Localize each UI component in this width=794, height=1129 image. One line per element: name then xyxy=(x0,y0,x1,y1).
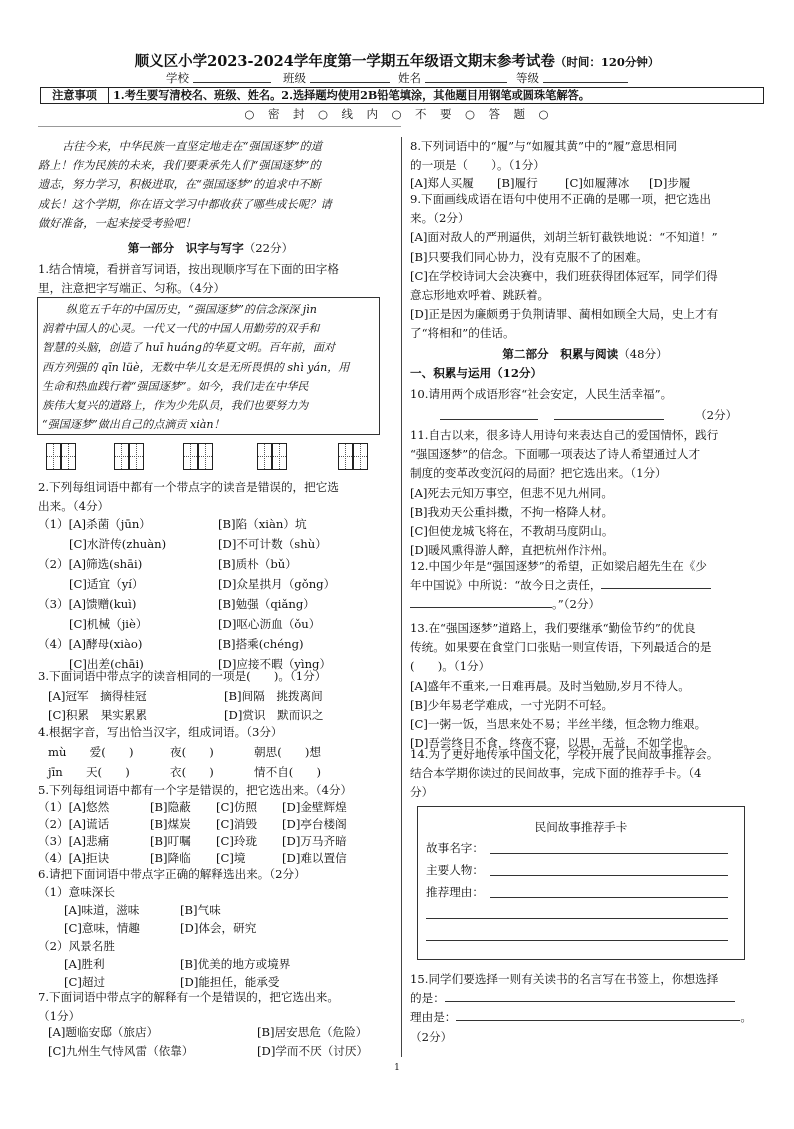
q10-answer-row[interactable]: （2分） xyxy=(410,405,760,425)
name-label: 姓名 xyxy=(398,71,421,85)
page-number: 1 xyxy=(394,1063,400,1073)
reason-field-1[interactable] xyxy=(490,897,728,898)
reason-field-3[interactable] xyxy=(426,940,728,941)
page-title xyxy=(0,50,794,71)
question-14: 14.为了更好地传承中国文化，学校开展了民间故事推荐会。 结合本学期你读过的民间故事，完成下面的推荐手卡。（4 分） xyxy=(410,747,719,800)
grade-field[interactable] xyxy=(543,70,628,83)
question-6: 6.请把下面词语中带点字正确的解释选出来。（2分） xyxy=(38,867,306,881)
question-4: 4.根据字音，写出恰当汉字，组成词语。（3分） xyxy=(38,725,283,739)
recommendation-card xyxy=(417,806,745,960)
q9-option-a[interactable]: [A]面对敌人的严刑逼供，刘胡兰斩钉截铁地说：“不知道！” xyxy=(410,230,718,245)
q8-options[interactable]: [A]郑人买履 [B]履行 [C]如履薄冰 [D]步履 xyxy=(410,176,691,190)
q11-option-a[interactable]: [A]死去元知万事空，但悲不见九州同。 xyxy=(410,485,613,500)
q3-options[interactable]: [A]冠军 摘得桂冠 [B]间隔 挑拨离间 [C]积累 果实累累 [D]赏识 默而识之 xyxy=(48,689,324,722)
main-characters-label: 主要人物： xyxy=(426,863,484,877)
grade-label: 等级 xyxy=(516,71,539,85)
divider xyxy=(38,126,401,127)
part2-subtitle: 一、积累与运用（12分） xyxy=(410,366,543,380)
q11-option-d[interactable]: [D]暖风熏得游人醉，直把杭州作汴州。 xyxy=(410,543,614,558)
notice-text: 1.考生要写清校名、班级、姓名。2.选择题均使用2B铅笔填涂，其他题目用钢笔或圆珠笔解答。 xyxy=(113,88,590,102)
question-11: 11.自古以来，很多诗人用诗句来表达自己的爱国情怀，践行 “强国逐梦”的信念。下面哪一项表达了诗人希望通过人才 制度的变革改变沉闷的局面？把它选出来。（1分） [A]死去元知万事空，但悲不见九州同。 [B]我劝天公重抖擞，不拘一格降人材。 [C]但使龙城飞将在，不教胡马度阴山。 [D]暖风熏得游人醉，直把杭州作汴州。 xyxy=(410,426,765,560)
reason-label: 推荐理由： xyxy=(426,885,484,899)
q4-blanks[interactable]: mù 爱( ) 夜( ) 朝思( )想 jīn 天( ) 衣( ) 情不自( ) xyxy=(48,745,322,779)
q5-options[interactable]: （1）[A]悠然 [B]隐蔽 [C]仿照 [D]金壁辉煌 （2）[A]谎话 [B]煤炭 [C]消毁 [D]亭台楼阁 （3）[A]悲痛 [B]叮嘱 [C]玲珑 [D]万马齐暗 （4）[A]拒诀 [B]降临 [C]境 [D]难以置信 xyxy=(38,800,347,865)
card-title: 民间故事推荐手卡 xyxy=(534,820,628,834)
part2-title: 第二部分 积累与阅读（48分） xyxy=(502,347,668,361)
question-7: 7.下面词语中带点字的解释有一个是错误的，把它选出来。 （1分） xyxy=(38,990,339,1023)
q11-option-b[interactable]: [B]我劝天公重抖擞，不拘一格降人材。 xyxy=(410,504,614,519)
q9-option-c[interactable]: [C]在学校诗词大会决赛中，我们班获得团体冠军，同学们得 xyxy=(410,268,718,283)
story-name-label: 故事名字： xyxy=(426,841,484,855)
main-characters-field[interactable] xyxy=(490,875,728,876)
question-1: 1.结合情境，看拼音写词语，按出现顺序写在下面的田字格 里，注意把字写端正、匀称。（4分） xyxy=(38,262,339,296)
column-divider xyxy=(401,137,402,1057)
question-12: 12.中国少年是“强国逐梦”的希望，正如梁启超先生在《少 年中国说》中所说：“故今日之责任， 。”（2分） xyxy=(410,557,765,615)
notice-box xyxy=(40,87,764,104)
tianzige-grid[interactable] xyxy=(38,443,383,471)
question-3: 3.下面词语中带点字的读音相同的一项是( )。（1分） xyxy=(38,669,327,683)
q11-option-c[interactable]: [C]但使龙城飞将在，不教胡马度阴山。 xyxy=(410,524,614,539)
exam-time: （时间：120分钟） xyxy=(554,55,660,69)
q13-option-c[interactable]: [C]一粥一饭，当思来处不易；半丝半缕，恒念物力维艰。 xyxy=(410,717,707,732)
question-8: 8.下列词语中的“履”与“如履其黄”中的“履”意思相同 的一项是（ ）。（1分） xyxy=(410,139,677,173)
school-label: 学校 xyxy=(166,71,189,85)
question-2: 2.下列每组词语中都有一个带点字的读音是错误的，把它选 出来。（4分） xyxy=(38,480,339,514)
school-field[interactable] xyxy=(193,70,271,83)
reason-field-2[interactable] xyxy=(426,918,728,919)
question-9: 9.下面画线成语在语句中使用不正确的是哪一项，把它选出 来。（2分） [A]面对敌人的严刑逼供，刘胡兰斩钉截铁地说：“不知道！” [B]只要我们同心协力，没有克服不了的困难。 [C]在学校诗词大会决赛中，我们班获得团体冠军，同学们得 意忘形地欢呼着、跳跃着。 [D]正是因为廉颇勇于负荆请罪、蔺相如顾全大局，史上才有 了“将相和”的佳话。 xyxy=(410,190,760,344)
q7-options[interactable]: [A]题临安邸（旅店） [B]居安思危（危险） [C]九州生气恃风雷（依靠） [D]学而不厌（讨厌） xyxy=(48,1025,369,1058)
q13-option-a[interactable]: [A]盛年不重来,一日难再晨。及时当勉励,岁月不待人。 xyxy=(410,678,690,693)
name-field[interactable] xyxy=(425,70,507,83)
question-5: 5.下列每组词语中都有一个字是错误的，把它选出来。（4分） xyxy=(38,783,353,797)
student-info-row xyxy=(0,70,794,86)
q9-option-d[interactable]: [D]正是因为廉颇勇于负荆请罪、蔺相如顾全大局，史上才有 xyxy=(410,307,719,322)
q9-option-b[interactable]: [B]只要我们同心协力，没有克服不了的困难。 xyxy=(410,249,648,264)
intro-paragraph: 古往今来，中华民族一直坚定地走在“强国逐梦”的道 路上！作为民族的未来，我们要秉承先人们“强国逐梦”的 遗志，努力学习，积极进取，在“强国逐梦”的追求中不断 成长！这个学期，你在语文学习中都收获了哪些成长呢？请 做好准备，一起来接受考验吧！ xyxy=(38,140,332,230)
class-label: 班级 xyxy=(283,71,306,85)
q2-options[interactable]: （1）[A]杀菌（jūn） [B]陷（xiàn）坑 [C]水浒传(zhuàn) [D]不可计数（shù） （2）[A]筛选(shāi) [B]质朴（bǔ） [C]适宜（yí） [D]众星拱月（gǒng） （3）[A]馈赠(kuì) [B]勉强（qiǎng） [C]机械（jiè） [D]呕心沥血（ǒu） （4）[A]酵母(xiào) [B]搭乘(chéng) [C]出差(chāi) [D]应接不暇（yìng） xyxy=(38,517,336,671)
story-name-field[interactable] xyxy=(490,853,728,854)
question-10: 10.请用两个成语形容“社会安定，人民生活幸福”。 xyxy=(410,387,673,401)
exam-title: 顺义区小学2023-2024学年度第一学期五年级语文期末参考试卷 xyxy=(134,53,555,70)
seal-line: ○ 密 封 ○ 线 内 ○ 不 要 ○ 答 题 ○ xyxy=(244,107,550,121)
q1-passage: 纵览五千年的中国历史，“强国逐梦”的信念深深 jìn 润着中国人的心灵。一代又一代的中国人用勤劳的双手和 智慧的头脑，创造了 huī huáng的华夏文明。百年前，面对 西方列强的 qīn lüè，无数中华儿女是无所畏惧的 shì yán，用 生命和热血践行着“强国逐梦”。如今，我们走在中华民 族伟大复兴的道路上，作为少先队员，我们也要努力为 “强国逐梦”做出自己的点滴贡 xiàn！ xyxy=(37,297,380,435)
notice-label: 注意事项 xyxy=(41,88,109,103)
q13-option-d[interactable]: [D]吾尝终日不食，终夜不寝，以思，无益，不如学也。 xyxy=(410,736,695,751)
part1-title: 第一部分 识字与写字（22分） xyxy=(127,241,294,255)
question-15: 15.同学们要选择一则有关读书的名言写在书签上，你想选择 的是： 理由是： 。 （2分） xyxy=(410,972,752,1044)
q6-options[interactable]: （1）意味深长 [A]味道，滋味 [B]气味 [C]意味，情趣 [D]体会，研究 （2）风景名胜 [A]胜利 [B]优美的地方或境界 [C]超过 [D]能担任，能承受 xyxy=(38,885,291,989)
class-field[interactable] xyxy=(310,70,390,83)
question-13: 13.在“强国逐梦”道路上，我们要继承“勤俭节约”的优良 传统。如果要在食堂门口张贴一则宣传语，下列最适合的是 ( )。（1分） [A]盛年不重来,一日难再晨。及时当勉励,岁月不待人。 [B]少年易老学难成，一寸光阴不可轻。 [C]一粥一饭，当思来处不易；半丝半缕，恒念物力维艰。 [D]吾尝终日不食，终夜不寝，以思，无益，不如学也。 xyxy=(410,619,765,753)
q13-option-b[interactable]: [B]少年易老学难成，一寸光阴不可轻。 xyxy=(410,697,614,712)
